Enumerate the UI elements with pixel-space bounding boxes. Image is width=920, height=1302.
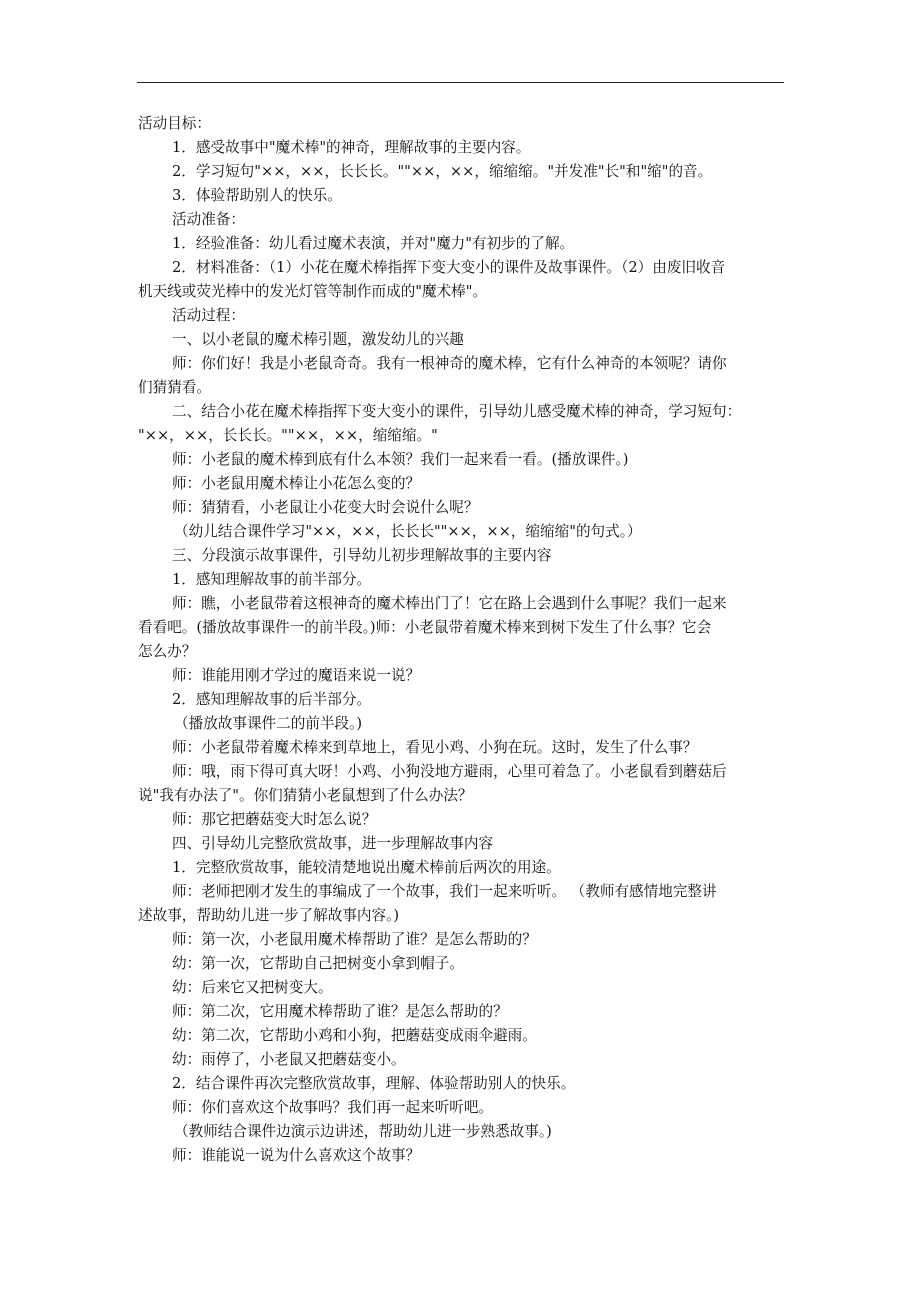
text-line: 二、结合小花在魔术棒指挥下变大变小的课件，引导幼儿感受魔术棒的神奇，学习短句： [172, 403, 742, 420]
text-line: 四、引导幼儿完整欣赏故事，进一步理解故事内容 [172, 835, 494, 852]
text-line: 三、分段演示故事课件，引导幼儿初步理解故事的主要内容 [172, 547, 552, 564]
text-line: 述故事，帮助幼儿进一步了解故事内容。) [138, 907, 400, 924]
text-line: 看看吧。(播放故事课件一的前半段。)师：小老鼠带着魔术棒来到树下发生了什么事？它会 [138, 619, 712, 636]
text-line: 师：小老鼠用魔术棒让小花怎么变的？ [172, 475, 421, 492]
text-line: 1．感受故事中"魔术棒"的神奇，理解故事的主要内容。 [172, 139, 531, 156]
text-line: 1．完整欣赏故事，能较清楚地说出魔术棒前后两次的用途。 [172, 859, 561, 876]
text-line: 幼：第二次，它帮助小鸡和小狗，把蘑菇变成雨伞避雨。 [172, 1027, 537, 1044]
text-line: 1．经验准备：幼儿看过魔术表演，并对"魔力"有初步的了解。 [172, 235, 575, 252]
header-rule [137, 82, 784, 83]
text-line: 机天线或荧光棒中的发光灯管等制作而成的"魔术棒"。 [138, 283, 488, 300]
text-line: 2．学习短句"××，××，长长长。""××，××，缩缩缩。"并发准"长"和"缩"的音。 [172, 163, 713, 180]
text-line: 师：瞧，小老鼠带着这根神奇的魔术棒出门了！它在路上会遇到什么事呢？我们一起来 [172, 595, 727, 612]
text-line: 一、以小老鼠的魔术棒引题，激发幼儿的兴趣 [172, 331, 464, 348]
text-line: 师：你们好！我是小老鼠奇奇。我有一根神奇的魔术棒，它有什么神奇的本领呢？请你 [172, 355, 727, 372]
text-line: 怎么办？ [138, 643, 197, 660]
text-line: （教师结合课件边演示边讲述，帮助幼儿进一步熟悉故事。) [174, 1123, 552, 1140]
text-line: 2．结合课件再次完整欣赏故事，理解、体验帮助别人的快乐。 [172, 1075, 576, 1092]
text-line: 师：第一次，小老鼠用魔术棒帮助了谁？是怎么帮助的？ [172, 931, 537, 948]
text-line: 幼：后来它又把树变大。 [172, 979, 333, 996]
text-line: 3．体验帮助别人的快乐。 [172, 187, 342, 204]
text-line: 师：那它把蘑菇变大时怎么说？ [172, 811, 377, 828]
text-line: 师：你们喜欢这个故事吗？我们再一起来听听吧。 [172, 1099, 494, 1116]
text-line: 1．感知理解故事的前半部分。 [172, 571, 372, 588]
text-line: 2．感知理解故事的后半部分。 [172, 691, 372, 708]
text-line: 幼：雨停了，小老鼠又把蘑菇变小。 [172, 1051, 406, 1068]
text-line: 活动目标： [138, 115, 211, 132]
text-line: 师：小老鼠的魔术棒到底有什么本领？我们一起来看一看。(播放课件。) [172, 451, 629, 468]
text-line: 活动准备： [172, 211, 245, 228]
text-line: 活动过程： [172, 307, 245, 324]
text-line: （幼儿结合课件学习"××，××，长长长""××，××，缩缩缩"的句式。） [174, 523, 642, 540]
text-line: 师：哦，雨下得可真大呀！小鸡、小狗没地方避雨，心里可着急了。小老鼠看到蘑菇后 [172, 763, 727, 780]
text-line: 2．材料准备：（1）小花在魔术棒指挥下变大变小的课件及故事课件。（2）由废旧收音 [172, 259, 726, 276]
text-line: 们猜猜看。 [138, 379, 211, 396]
text-line: 师：猜猜看，小老鼠让小花变大时会说什么呢？ [172, 499, 479, 516]
text-line: 师：谁能说一说为什么喜欢这个故事？ [172, 1147, 421, 1164]
document-body [138, 112, 784, 1168]
text-line: （播放故事课件二的前半段。) [174, 715, 363, 732]
text-line: 师：小老鼠带着魔术棒来到草地上，看见小鸡、小狗在玩。这时，发生了什么事？ [172, 739, 698, 756]
text-line: 师：谁能用刚才学过的魔语来说一说？ [172, 667, 421, 684]
text-line: 师：第二次，它用魔术棒帮助了谁？是怎么帮助的？ [172, 1003, 508, 1020]
text-line: "××，××，长长长。""××，××，缩缩缩。" [138, 427, 438, 444]
text-line: 师：老师把刚才发生的事编成了一个故事，我们一起来听听。 （教师有感情地完整讲 [172, 883, 717, 900]
text-line: 幼：第一次，它帮助自己把树变小拿到帽子。 [172, 955, 464, 972]
text-line: 说"我有办法了"。你们猜猜小老鼠想到了什么办法？ [138, 787, 473, 804]
